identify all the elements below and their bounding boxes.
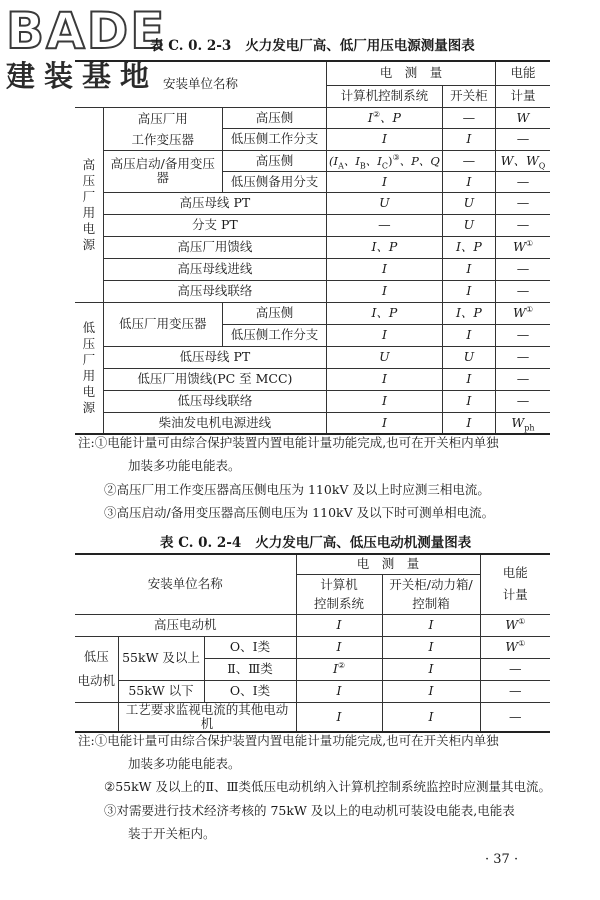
t1-row14-sw: I [442,390,495,412]
t1-header-switchgear: 开关柜 [442,85,495,107]
t2-row5-sw: I [382,702,480,732]
table2-caption [160,531,471,551]
t1-row10-sw: I、P [442,302,495,324]
t1-row12-sw: U [442,346,495,368]
t2-row3-c: Ⅱ、Ⅲ类 [204,658,296,680]
t1-row2-comp: I [327,129,443,151]
t2-row5-blank [75,702,118,732]
table2-number: 表 C. 0. 2-4 [160,535,242,551]
t1-row3-sub: 高压启动/备用变压器 [103,150,222,192]
table1 [75,60,550,435]
t2-header-energy1: 电能 [502,565,528,581]
t1-row9-comp: I [327,280,443,302]
t1-row15-name: 柴油发电机电源进线 [103,412,326,434]
t2-group-low [75,636,118,702]
t2-row1-name: 高压电动机 [75,614,296,636]
t1-row7-en: W① [495,236,550,258]
t1-row4-en: — [495,171,550,192]
t2-row1-sw: I [382,614,480,636]
t2-group-low-line1: 低压 [83,649,109,664]
t1-row5-comp: U [327,192,443,214]
t1-row1-en: W [495,107,550,129]
t2-header-switch1: 开关柜/动力箱/ [389,577,473,592]
t2-row2-c: O、Ⅰ类 [204,636,296,658]
t1-row10-sub: 低压厂用变压器 [103,302,222,346]
t2-header-computer2: 控制系统 [313,596,364,611]
t2-note-3b: 装于开关柜内。 [128,826,216,841]
t1-row14-comp: I [327,390,443,412]
t1-row6-sw: U [442,214,495,236]
t1-header-energy1: 电能 [495,61,550,85]
t1-row13-en: — [495,368,550,390]
t1-row10-en: W① [495,302,550,324]
t1-row11-en: — [495,324,550,346]
t1-row12-en: — [495,346,550,368]
t1-note-1b: 加装多功能电能表。 [128,458,241,473]
t1-row9-sw: I [442,280,495,302]
t1-row6-name: 分支 PT [103,214,326,236]
t1-row8-sw: I [442,258,495,280]
t1-note-3: ③高压启动/备用变压器高压侧电压为 110kV 及以下时可测单相电流。 [104,505,495,520]
t1-row7-sw: I、P [442,236,495,258]
t2-row1-comp: I [296,614,382,636]
t1-row13-sw: I [442,368,495,390]
t1-group-high: 高 压 厂 用 电 源 [75,107,103,302]
t2-row4-sw: I [382,680,480,702]
t1-row2-en: — [495,129,550,151]
t2-row4-sub: 55kW 以下 [118,680,204,702]
t1-row8-name: 高压母线进线 [103,258,326,280]
t2-note-1a: 注:①电能计量可由综合保护装置内置电能计量功能完成,也可在开关柜内单独 [78,733,499,748]
t2-row4-en: — [480,680,550,702]
t1-header-computer: 计算机控制系统 [327,85,443,107]
t1-row13-comp: I [327,368,443,390]
t2-header-computer [296,574,382,614]
t1-row10-c: 高压侧 [222,302,326,324]
t1-row15-comp: I [327,412,443,434]
table2 [75,553,550,733]
t1-note-1a: 注:①电能计量可由综合保护装置内置电能计量功能完成,也可在开关柜内单独 [78,435,499,450]
t1-row1-sw: — [442,107,495,129]
t2-row3-en: — [480,658,550,680]
t1-row9-name: 高压母线联络 [103,280,326,302]
t1-header-measure: 电 测 量 [327,61,496,85]
t2-row5-comp: I [296,702,382,732]
t1-row12-name: 低压母线 PT [103,346,326,368]
t2-note-1b: 加装多功能电能表。 [128,756,241,771]
t1-group-low: 低 压 厂 用 电 源 [75,302,103,434]
t1-row6-comp: — [327,214,443,236]
t2-row5-name: 工艺要求监视电流的其他电动机 [118,702,296,732]
watermark-subtitle: 建装基地 [6,59,159,93]
t1-row14-en: — [495,390,550,412]
t2-header-location: 安装单位名称 [75,554,296,614]
t1-header-location: 安装单位名称 [75,61,327,107]
t1-row11-comp: I [327,324,443,346]
t1-row9-en: — [495,280,550,302]
t1-row5-sw: U [442,192,495,214]
t1-row2-c: 低压侧工作分支 [222,129,326,151]
t2-row2-comp: I [296,636,382,658]
t2-note-2: ②55kW 及以上的Ⅱ、Ⅲ类低压电动机纳入计算机控制系统监控时应测量其电流。 [104,779,552,794]
t1-note-2: ②高压厂用工作变压器高压侧电压为 110kV 及以上时应测三相电流。 [104,482,490,497]
page-number: · 37 · [485,852,519,867]
t1-row3-comp: ($I_A$、$I_B$、$I_C)^③$、P、Q [327,150,443,171]
t2-header-computer1: 计算机 [320,577,358,592]
t1-row12-comp: U [327,346,443,368]
t1-row2-sw: I [442,129,495,151]
t2-header-measure: 电 测 量 [296,554,480,574]
t1-row3-sw: — [442,150,495,171]
t1-row13-name: 低压厂用馈线(PC 至 MCC) [103,368,326,390]
table1-title: 火力发电厂高、低厂用压电源测量图表 [245,38,475,54]
watermark-brand: BADE [6,2,167,60]
t2-row2-sub: 55kW 及以上 [118,636,204,680]
t2-header-energy [480,554,550,614]
t1-row8-comp: I [327,258,443,280]
t2-note-3a: ③对需要进行技术经济考核的 75kW 及以上的电动机可装设电能表,电能表 [104,803,515,818]
t2-row2-en: W① [480,636,550,658]
t2-row3-comp: I② [296,658,382,680]
t1-row15-en: $W_{ph}$ [495,412,550,434]
t2-row5-en: — [480,702,550,732]
t1-row7-comp: I、P [327,236,443,258]
t2-group-low-line2: 电动机 [77,673,115,688]
t1-row1-c: 高压侧 [222,107,326,129]
t1-row11-c: 低压侧工作分支 [222,324,326,346]
table2-title: 火力发电厂高、低压电动机测量图表 [255,535,472,551]
table1-caption [150,34,475,54]
t1-row11-sw: I [442,324,495,346]
t1-row4-c: 低压侧备用分支 [222,171,326,192]
t1-row1-sub [103,107,222,150]
t1-row5-name: 高压母线 PT [103,192,326,214]
t1-row1-comp: I②、P [327,107,443,129]
t1-row5-en: — [495,192,550,214]
t2-row2-sw: I [382,636,480,658]
t1-row10-comp: I、P [327,302,443,324]
t1-row6-en: — [495,214,550,236]
t1-header-energy2: 计量 [495,85,550,107]
t1-row4-sw: I [442,171,495,192]
t1-row4-comp: I [327,171,443,192]
t1-row7-name: 高压厂用馈线 [103,236,326,258]
t2-header-energy2: 计量 [502,587,528,603]
t1-row15-sw: I [442,412,495,434]
t2-header-switch [382,574,480,614]
table1-number: 表 C. 0. 2-3 [150,38,232,54]
t2-row3-sw: I [382,658,480,680]
t2-row4-comp: I [296,680,382,702]
t1-row8-en: — [495,258,550,280]
t1-row3-c: 高压侧 [222,150,326,171]
t1-row14-name: 低压母线联络 [103,390,326,412]
t1-row3-en: W、$W_Q$ [495,150,550,171]
t2-header-switch2: 控制箱 [412,596,450,611]
t1-row1-sub-line1: 高压厂用 [137,110,188,126]
t2-row4-c: O、Ⅰ类 [204,680,296,702]
t1-row1-sub-line2: 工作变压器 [131,131,195,147]
t2-row1-en: W① [480,614,550,636]
